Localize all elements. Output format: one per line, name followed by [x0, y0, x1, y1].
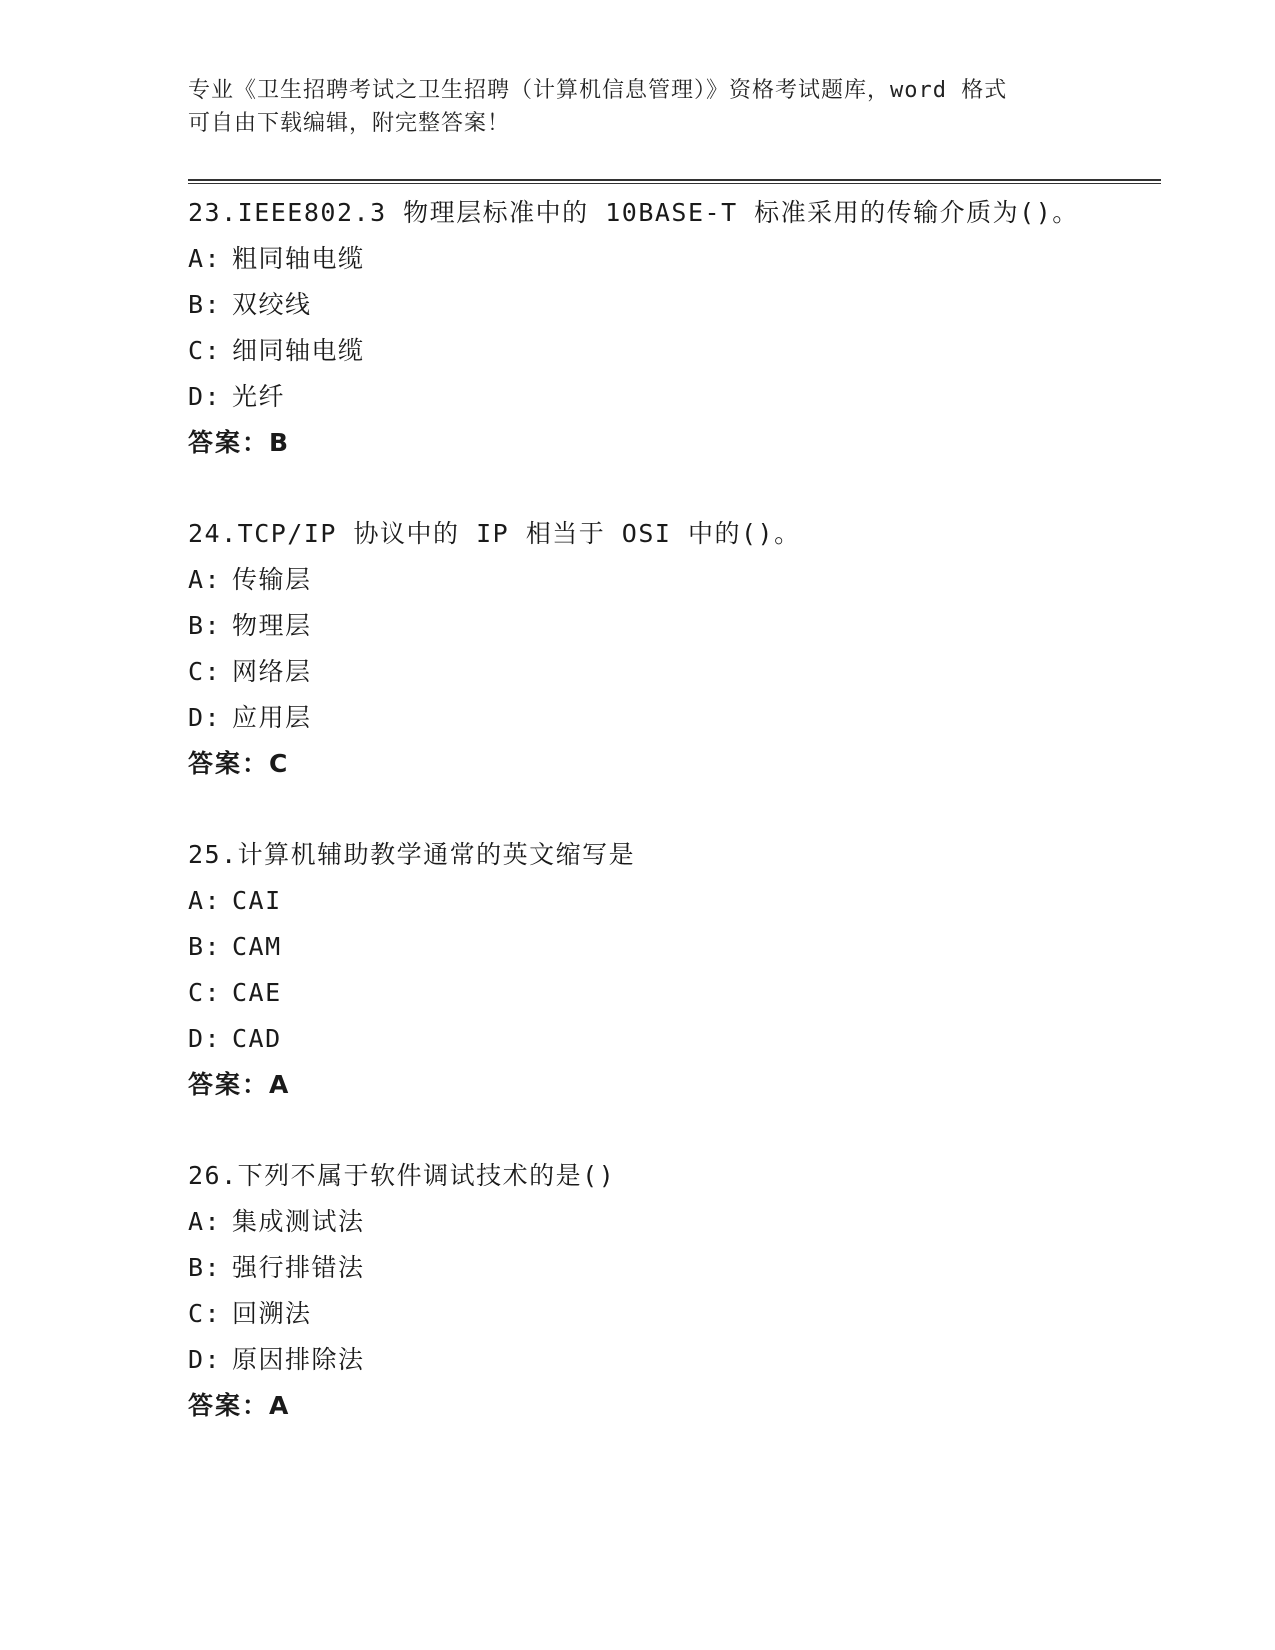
option-d [188, 1016, 1148, 1062]
option-b [188, 603, 1148, 649]
option-letter: D: [188, 703, 222, 732]
option-letter: B: [188, 290, 222, 319]
question-26 [188, 1153, 1148, 1474]
question-stem: 26.下列不属于软件调试技术的是() [188, 1161, 616, 1190]
question-23 [188, 190, 1148, 511]
option-text: 原因排除法 [232, 1345, 365, 1374]
header-divider-thick [188, 179, 1161, 181]
option-text: 双绞线 [232, 290, 312, 319]
option-letter: D: [188, 1024, 222, 1053]
option-letter: D: [188, 382, 222, 411]
option-text: 细同轴电缆 [232, 336, 365, 365]
header-line-2: 可自由下载编辑，附完整答案！ [188, 111, 511, 136]
option-c [188, 970, 1148, 1016]
option-text: 粗同轴电缆 [232, 244, 365, 273]
answer-line: 答案：C [188, 749, 290, 778]
header-divider-thin [188, 183, 1161, 184]
document-header [188, 74, 1088, 140]
answer-line: 答案：B [188, 428, 291, 457]
option-d [188, 695, 1148, 741]
question-25 [188, 832, 1148, 1153]
question-24 [188, 511, 1148, 832]
question-stem: 25.计算机辅助教学通常的英文缩写是 [188, 840, 636, 869]
option-d [188, 374, 1148, 420]
option-text: 物理层 [232, 611, 312, 640]
answer-line: 答案：A [188, 1070, 291, 1099]
option-letter: B: [188, 1253, 222, 1282]
option-letter: C: [188, 1299, 222, 1328]
option-text: 网络层 [232, 657, 312, 686]
header-line-1: 专业《卫生招聘考试之卫生招聘（计算机信息管理）》资格考试题库，word 格式 [188, 78, 1008, 103]
option-letter: A: [188, 244, 222, 273]
option-c [188, 649, 1148, 695]
option-letter: C: [188, 336, 222, 365]
option-letter: C: [188, 657, 222, 686]
option-c [188, 1291, 1148, 1337]
option-letter: A: [188, 565, 222, 594]
option-text: CAD [232, 1024, 282, 1053]
option-text: 应用层 [232, 703, 312, 732]
option-text: CAM [232, 932, 282, 961]
option-text: 光纤 [232, 382, 286, 411]
option-letter: D: [188, 1345, 222, 1374]
option-a [188, 878, 1148, 924]
option-b [188, 282, 1148, 328]
option-a [188, 1199, 1148, 1245]
option-letter: A: [188, 1207, 222, 1236]
option-letter: B: [188, 611, 222, 640]
question-stem: 23.IEEE802.3 物理层标准中的 10BASE-T 标准采用的传输介质为()。 [188, 198, 1079, 227]
option-text: 集成测试法 [232, 1207, 365, 1236]
option-b [188, 1245, 1148, 1291]
option-text: 强行排错法 [232, 1253, 365, 1282]
option-text: CAE [232, 978, 282, 1007]
option-a [188, 557, 1148, 603]
option-d [188, 1337, 1148, 1383]
option-c [188, 328, 1148, 374]
option-text: 传输层 [232, 565, 312, 594]
option-text: 回溯法 [232, 1299, 312, 1328]
option-letter: C: [188, 978, 222, 1007]
option-a [188, 236, 1148, 282]
answer-line: 答案：A [188, 1391, 291, 1420]
question-stem: 24.TCP/IP 协议中的 IP 相当于 OSI 中的()。 [188, 519, 801, 548]
option-letter: B: [188, 932, 222, 961]
question-list [188, 190, 1148, 1474]
option-b [188, 924, 1148, 970]
option-letter: A: [188, 886, 222, 915]
option-text: CAI [232, 886, 282, 915]
